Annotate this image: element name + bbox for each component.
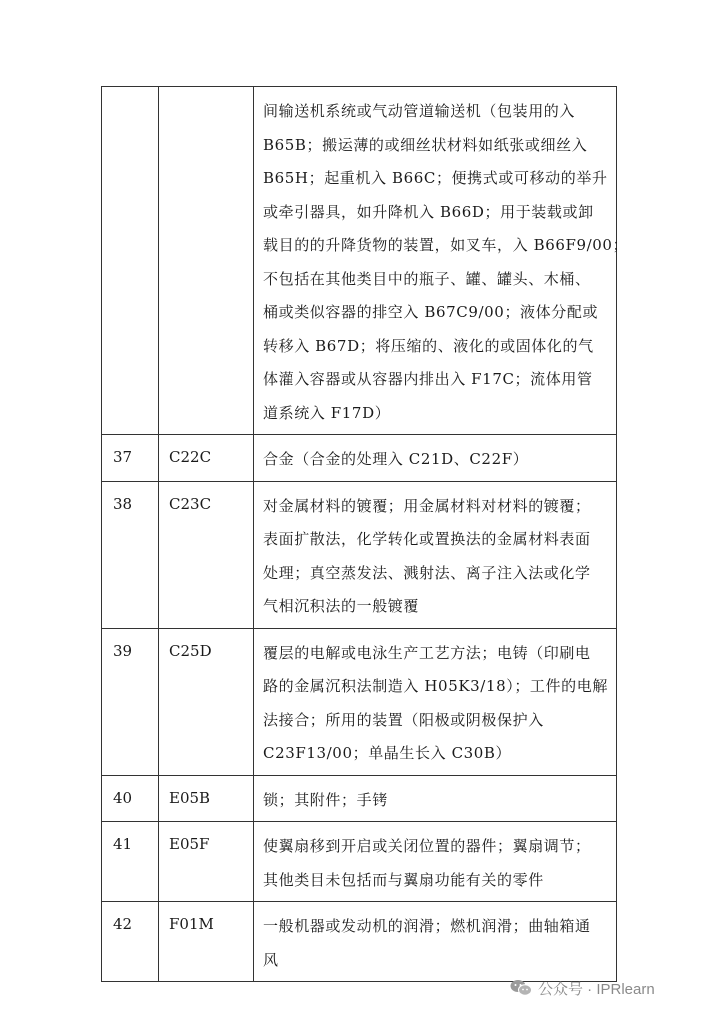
table-row: [102, 87, 617, 435]
ipc-classification-table: [101, 86, 629, 982]
row-number-cell: 41: [102, 822, 159, 902]
row-number-cell: 39: [102, 628, 159, 775]
table-row: [102, 628, 617, 775]
table-body: [102, 87, 629, 982]
row-number-cell: 42: [102, 902, 159, 982]
description-line: 覆层的电解或电泳生产工艺方法；电铸（印刷电: [263, 643, 591, 662]
ipc-code-cell: C25D: [159, 628, 254, 775]
description-cell: [254, 628, 617, 775]
wechat-official-account-icon: [510, 979, 532, 997]
description-line: 处理；真空蒸发法、溅射法、离子注入法或化学: [263, 563, 591, 582]
ipc-code-cell: [159, 87, 254, 435]
description-line: 或牵引器具，如升降机入 B66D；用于装载或卸: [263, 202, 594, 221]
row-number-cell: [102, 87, 159, 435]
description-line: C23F13/00；单晶生长入 C30B）: [263, 744, 512, 762]
description-line: B65H；起重机入 B66C；便携式或可移动的举升: [263, 169, 608, 187]
description-line: 间输送机系统或气动管道输送机（包装用的入: [263, 102, 576, 120]
table-row: [102, 775, 617, 822]
description-line: 锁；其附件；手铐: [263, 790, 388, 809]
description-line: B65B；搬运薄的或细丝状材料如纸张或细丝入: [263, 135, 588, 154]
description-cell: [254, 87, 629, 435]
description-cell: [254, 481, 617, 628]
description-line: 使翼扇移到开启或关闭位置的器件；翼扇调节；: [263, 837, 591, 855]
description-line: 对金属材料的镀覆；用金属材料对材料的镀覆；: [263, 496, 591, 515]
description-cell: [254, 435, 617, 482]
row-number-cell: 40: [102, 775, 159, 822]
table-row: [102, 435, 617, 482]
description-line: 其他类目未包括而与翼扇功能有关的零件: [263, 870, 544, 889]
table-row: [102, 481, 617, 628]
description-line: 表面扩散法，化学转化或置换法的金属材料表面: [263, 530, 591, 548]
description-line: 路的金属沉积法制造入 H05K3/18）；工件的电解: [263, 677, 608, 695]
description-cell: [254, 775, 617, 822]
ipc-code-cell: F01M: [159, 902, 254, 982]
description-line: 体灌入容器或从容器内排出入 F17C；流体用管: [263, 370, 593, 388]
description-line: 载目的的升降货物的装置，如叉车，入 B66F9/00；: [263, 236, 629, 254]
ipc-code-cell: C23C: [159, 481, 254, 628]
description-line: 气相沉积法的一般镀覆: [263, 597, 420, 615]
watermark-text: 公众号 · IPRlearn: [538, 980, 655, 998]
description-line: 合金（合金的处理入 C21D、C22F）: [263, 450, 529, 468]
description-line: 风: [263, 950, 279, 969]
row-number-cell: 37: [102, 435, 159, 482]
description-cell: [254, 822, 617, 902]
ipc-code-cell: E05B: [159, 775, 254, 822]
description-line: 法接合；所用的装置（阳极或阴极保护入: [263, 710, 544, 729]
ipc-code-cell: C22C: [159, 435, 254, 482]
description-line: 道系统入 F17D）: [263, 403, 391, 422]
description-cell: [254, 902, 617, 982]
row-number-cell: 38: [102, 481, 159, 628]
description-line: 桶或类似容器的排空入 B67C9/00；液体分配或: [263, 303, 599, 321]
description-line: 转移入 B67D；将压缩的、液化的或固体化的气: [263, 336, 594, 355]
description-line: 一般机器或发动机的润滑；燃机润滑；曲轴箱通: [263, 917, 591, 935]
table-row: [102, 902, 617, 982]
table-row: [102, 822, 617, 902]
watermark: [510, 973, 655, 1003]
ipc-code-cell: E05F: [159, 822, 254, 902]
description-line: 不包括在其他类目中的瓶子、罐、罐头、木桶、: [263, 269, 591, 288]
